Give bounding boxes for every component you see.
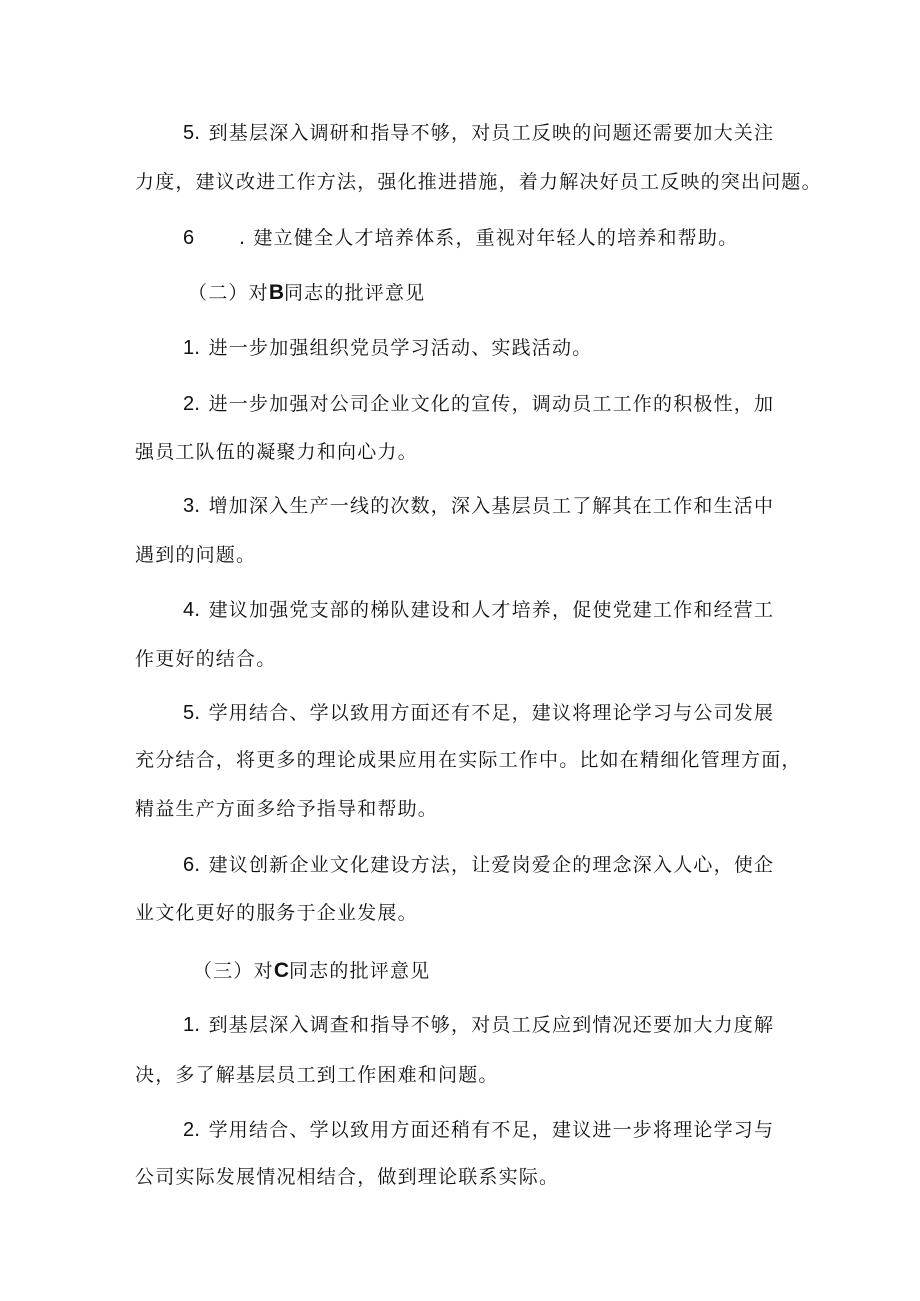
item-b2-number: 2	[183, 393, 195, 415]
item-b4-line-1	[183, 597, 774, 623]
item-c2-line-2: 公司实际发展情况相结合，做到理论联系实际。	[135, 1166, 560, 1188]
item-c1-number: 1	[183, 1014, 195, 1036]
item-b6-line-2: 业文化更好的服务于企业发展。	[135, 902, 418, 924]
item-c1-line-2: 决，多了解基层员工到工作困难和问题。	[135, 1064, 499, 1086]
item-c2-number: 2	[183, 1119, 195, 1141]
item-b6-line-1	[183, 852, 774, 878]
item-a6-line-1	[183, 225, 738, 251]
item-b5-text: . 学用结合、学以致用方面还有不足，建议将理论学习与公司发展	[194, 702, 775, 724]
item-b2-text: . 进一步加强对公司企业文化的宣传，调动员工工作的积极性，加	[194, 393, 775, 415]
item-a5-text: . 到基层深入调研和指导不够，对员工反映的问题还需要加大关注	[194, 122, 775, 144]
item-a6-number: 6	[183, 227, 195, 249]
item-b5-line-3: 精益生产方面多给予指导和帮助。	[135, 798, 439, 820]
item-b3-line-1	[183, 493, 774, 519]
item-b5-line-1	[183, 700, 774, 726]
section-c-heading-prefix: （三）对	[193, 960, 274, 982]
item-b2-line-1	[183, 391, 774, 417]
item-c2-line-1	[183, 1117, 774, 1143]
item-b1-line-1	[183, 335, 592, 361]
item-b3-line-2: 遇到的问题。	[135, 544, 257, 566]
item-b3-text: . 增加深入生产一线的次数，深入基层员工了解其在工作和生活中	[194, 495, 775, 517]
item-a6-text: . 建立健全人才培养体系，重视对年轻人的培养和帮助。	[239, 227, 739, 249]
section-c-heading-letter: C	[273, 959, 289, 982]
item-a5-line-2: 力度，建议改进工作方法，强化推进措施，着力解决好员工反映的突出问题。	[135, 171, 822, 193]
item-b3-number: 3	[183, 495, 195, 517]
item-b4-text: . 建议加强党支部的梯队建设和人才培养，促使党建工作和经营工	[194, 599, 775, 621]
item-c2-text: . 学用结合、学以致用方面还稍有不足，建议进一步将理论学习与	[194, 1119, 775, 1141]
item-b1-number: 1	[183, 337, 195, 359]
item-b2-line-2: 强员工队伍的凝聚力和向心力。	[135, 441, 418, 463]
item-a5-number: 5	[183, 122, 195, 144]
item-c1-text: . 到基层深入调查和指导不够，对员工反应到情况还要加大力度解	[194, 1014, 775, 1036]
item-b6-text: . 建议创新企业文化建设方法，让爱岗爱企的理念深入人心，使企	[194, 854, 775, 876]
item-b5-number: 5	[183, 702, 195, 724]
section-b-heading-letter: B	[268, 281, 284, 304]
section-c-heading	[193, 958, 430, 984]
item-a5-line-1	[183, 120, 774, 146]
section-b-heading-suffix: 同志的批评意见	[283, 282, 426, 304]
item-b4-line-2: 作更好的结合。	[135, 648, 277, 670]
item-b6-number: 6	[183, 854, 195, 876]
section-c-heading-suffix: 同志的批评意见	[288, 960, 431, 982]
item-b1-text: . 进一步加强组织党员学习活动、实践活动。	[194, 337, 593, 359]
item-c1-line-1	[183, 1012, 774, 1038]
section-b-heading-prefix: （二）对	[188, 282, 269, 304]
item-b4-number: 4	[183, 599, 195, 621]
section-b-heading	[188, 280, 425, 306]
item-b5-line-2: 充分结合，将更多的理论成果应用在实际工作中。比如在精细化管理方面，	[135, 749, 802, 771]
